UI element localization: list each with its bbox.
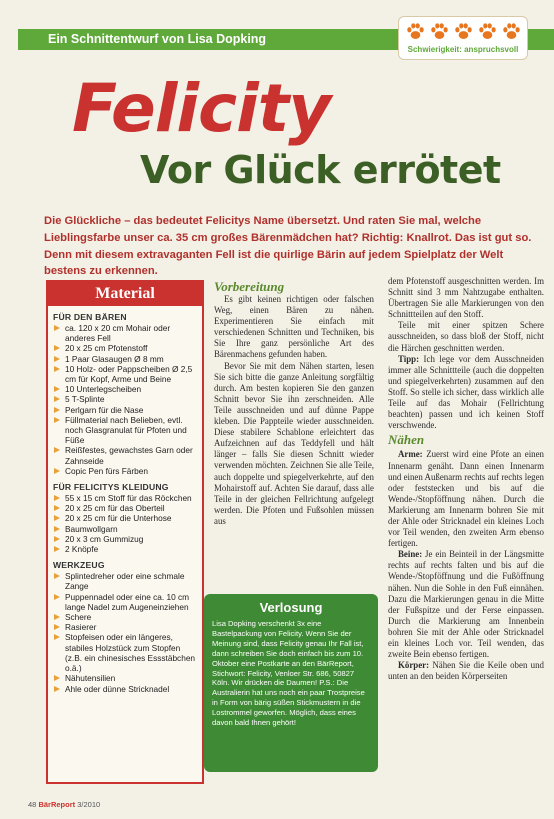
- difficulty-label: Schwierigkeit: anspruchsvoll: [407, 45, 519, 54]
- intro-text: Die Glückliche – das bedeutet Felicitys Name übersetzt. Und raten Sie mal, welche Lieblingsfarbe unser ca. 35 cm großes Bärenmädchen hat? Richtig: Knallrot. Das ist gut so. Denn mit diesem extravaganten Fell ist die quirlige Bärin auf jedem Spielplatz der Welt bestens zu erkennen.: [44, 215, 532, 278]
- paragraph: [388, 449, 544, 549]
- page-number: 48: [28, 800, 37, 809]
- list-item: Baumwollgarn: [53, 524, 197, 534]
- list-item: 20 x 3 cm Gummizug: [53, 534, 197, 544]
- list-item: Puppennadel oder eine ca. 10 cm lange Nadel zum Augeneinziehen: [53, 592, 197, 612]
- material-title: Material: [48, 282, 202, 306]
- paragraph: [388, 549, 544, 660]
- list-item: Rasierer: [53, 622, 197, 632]
- list-item: 10 Unterlegscheiben: [53, 384, 197, 394]
- material-list: [53, 571, 197, 693]
- arme-text: Zuerst wird eine Pfote an einen Innenarm genäht. Dann einen Innenarm und einen Außenarm rechts auf rechts legen oder feststecken und bis auf die Wende-/Stopföffnung nähen. Durch die Markierung am Innenarm bohren Sie mit der Ahle oder Stricknadel ein kleines Loch vor Teil wenden, den zweiten Arm ebenso fertigen.: [388, 449, 544, 549]
- paragraph: Teile mit einer spitzen Schere ausschneiden, so dass bloß der Stoff, nicht die Härchen geschnitten werden.: [388, 320, 544, 353]
- magazine-brand: BärReport: [38, 800, 76, 809]
- paw-icon: [405, 21, 426, 42]
- list-item: Schere: [53, 612, 197, 622]
- list-item: Copic Pen fürs Färben: [53, 466, 197, 476]
- paragraph: dem Pfotenstoff ausgeschnitten werden. Im Schnitt sind 3 mm Nahtzugabe enthalten. Übertragen Sie alle Markierungen von den Schnittteilen auf den Stoff.: [388, 276, 544, 320]
- list-item: Füllmaterial nach Belieben, evtl. noch Glasgranulat für Pfoten und Füße: [53, 415, 197, 446]
- list-item: 10 Holz- oder Pappscheiben Ø 2,5 cm für Kopf, Arme und Beine: [53, 364, 197, 384]
- verlosung-title: Verlosung: [259, 600, 323, 615]
- beine-text: Je ein Beinteil in der Längsmitte rechts auf rechts falten und bis auf die Wende-/Stopföffnung und die Fußöffnung nähen. Nun die Sohle in den Fuß einnähen. Dazu die Markierungen genau in die Mitte der Fußspitze und der Ferse einpassen. Durch die Markierung am Innenbein bohren Sie mit der Ahle oder Stricknadel ein kleines Loch vor. Teil wenden, das zweite Bein ebenso fertigen.: [388, 549, 544, 660]
- list-item: 1 Paar Glasaugen Ø 8 mm: [53, 354, 197, 364]
- list-item: Splintedreher oder eine schmale Zange: [53, 571, 197, 591]
- verlosung-text: Lisa Dopking verschenkt 3x eine Bastelpackung von Felicity. Wenn Sie der Meinung sind, dass Felicity genau Ihr Fall ist, dann schreiben Sie doch einfach bis zum 10. Oktober eine Postkarte an den BärReport, Stichwort: Felicity, Venloer Str. 686, 50827 Köln. Wir drücken die Daumen! P.S.: Die Australierin hat uns noch ein paar Trostpreise in Form von bärig süßen Stickmustern in die Lostrommel geworfen. Möglich, dass eines davon bald Ihnen gehört!: [212, 619, 365, 728]
- list-item: ca. 120 x 20 cm Mohair oder anderes Fell: [53, 323, 197, 343]
- list-item: Perlgarn für die Nase: [53, 405, 197, 415]
- material-list: [53, 323, 197, 476]
- material-heading: WERKZEUG: [53, 560, 105, 571]
- material-heading: FÜR DEN BÄREN: [53, 312, 127, 322]
- verlosung-box: [204, 594, 378, 772]
- list-item: Nähutensilien: [53, 673, 197, 683]
- list-item: 20 x 25 cm für das Oberteil: [53, 503, 197, 513]
- paw-icon: [429, 21, 450, 42]
- material-section-baer: [48, 312, 202, 476]
- column-middle: [214, 294, 374, 527]
- list-item: Reißfestes, gewachstes Garn oder Zahnseide: [53, 445, 197, 465]
- page-footer: [28, 800, 100, 809]
- list-item: 20 x 25 cm für die Unterhose: [53, 513, 197, 523]
- list-item: 20 x 25 cm Pfotenstoff: [53, 343, 197, 353]
- vorbereitung-heading: Vorbereitung: [214, 279, 285, 294]
- paw-icon: [501, 21, 522, 42]
- paw-icon: [453, 21, 474, 42]
- material-section-kleidung: [48, 482, 202, 554]
- tip-text: Ich lege vor dem Ausschneiden immer alle Schnittteile (auch die doppelten und spiegelverkehrten) zusammen auf den Stoff. So stelle ich sicher, dass wirklich alle Teile auf das Mohair (Fellrichtung beachten) passen und ich keinen Stoff verschwende.: [388, 353, 544, 431]
- issue-number: 3/2010: [77, 800, 101, 809]
- difficulty-box: [398, 16, 528, 60]
- list-item: 55 x 15 cm Stoff für das Röckchen: [53, 493, 197, 503]
- paragraph: [388, 354, 544, 432]
- paw-rating: [399, 21, 527, 43]
- koerper-lead: Körper:: [398, 660, 430, 671]
- beine-lead: Beine:: [398, 549, 423, 560]
- list-item: Ahle oder dünne Stricknadel: [53, 684, 197, 694]
- material-list: [53, 493, 197, 554]
- paragraph: [388, 660, 544, 682]
- paw-icon: [477, 21, 498, 42]
- paragraph: Es gibt keinen richtigen oder falschen Weg, einen Bären zu nähen. Experimentieren Sie einfach mit verschiedenen Schnitten und Techniken, bis Sie Ihre ganz persönliche Art des Bärenmachens gefunden haben.: [214, 294, 374, 360]
- material-section-werkzeug: [48, 560, 202, 693]
- material-heading: FÜR FELICITYS KLEIDUNG: [53, 482, 169, 493]
- list-item: 5 T-Splinte: [53, 394, 197, 404]
- koerper-text: Nähen Sie die Keile oben und unten an den beiden Körperseiten: [388, 660, 544, 682]
- naehen-heading: Nähen: [388, 432, 425, 448]
- material-box: [46, 280, 204, 784]
- paragraph: Bevor Sie mit dem Nähen starten, lesen Sie sich bitte die ganze Anleitung sorgfältig durch. Am besten kopieren Sie den ganzen Schnitt bevor Sie ihn zerschneiden. Alle Teile ausschneiden und auf dünne Pappe kleben. Die Pappteile wieder ausschneiden. Diese stabilere Schablone erleichtert das Aufzeichnen auf das Teddyfell und hält länger – falls Sie diesen Schnitt wieder verwenden möchten. Zeichnen Sie alle Teile, auch doppelte und spiegelverkehrte, auf den Mohairstoff auf. Achten Sie darauf, dass alle Teile in der gleichen Fellrichtung aufgelegt werden. Die Pfoten und Fußsohlen müssen aus: [214, 360, 374, 526]
- page-title: Felicity: [72, 70, 331, 147]
- list-item: 2 Knöpfe: [53, 544, 197, 554]
- tip-lead: Tipp:: [398, 353, 420, 364]
- column-right: [388, 276, 544, 682]
- page-subtitle: Vor Glück errötet: [140, 148, 501, 192]
- arme-lead: Arme:: [398, 449, 423, 460]
- author-band-text: Ein Schnittentwurf von Lisa Dopking: [48, 32, 267, 46]
- list-item: Stopfeisen oder ein längeres, stabiles Holzstück zum Stopfen (z.B. ein chinesisches Essstäbchen o.ä.): [53, 632, 197, 673]
